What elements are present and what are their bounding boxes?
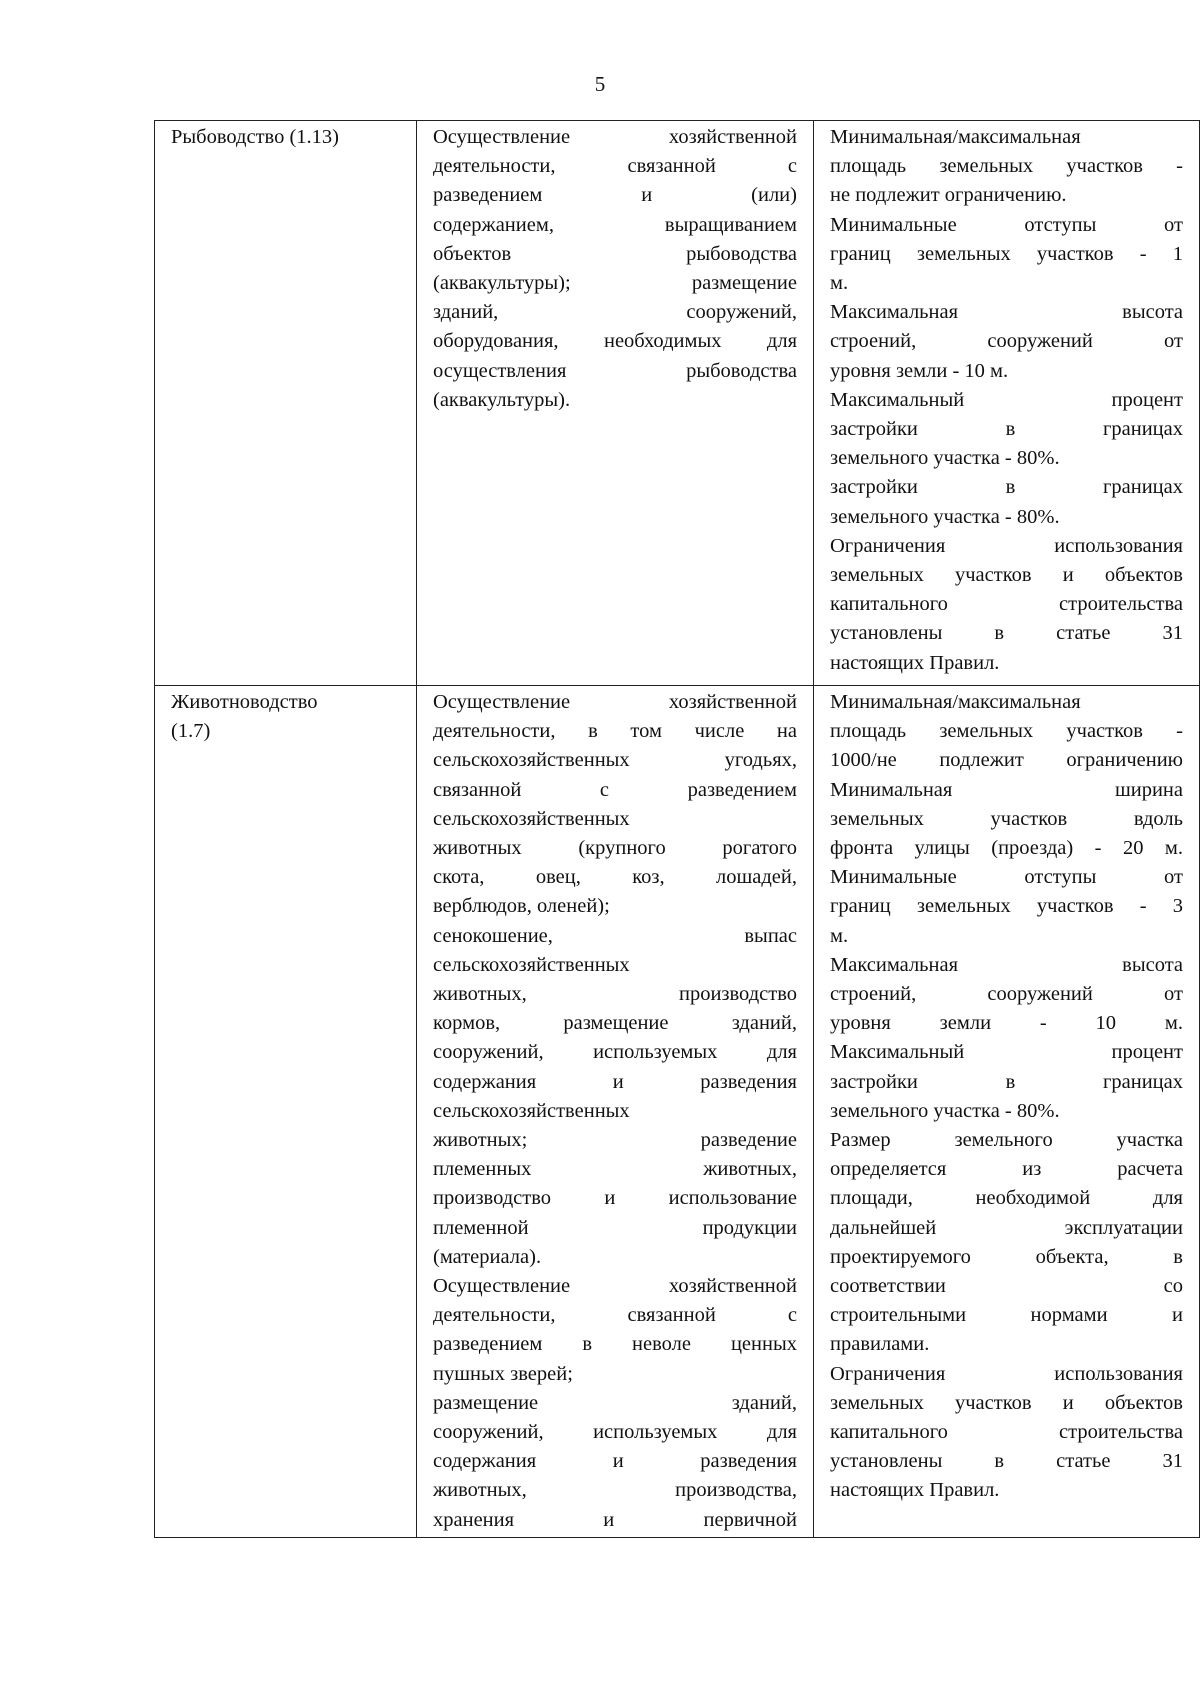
text-line: строений, сооружений от bbox=[830, 330, 1183, 353]
text-line: настоящих Правил. bbox=[830, 1479, 1000, 1502]
text-line: разведением в неволе ценных bbox=[433, 1333, 797, 1356]
text-line: застройки в границах bbox=[830, 476, 1183, 499]
text-line: племенных животных, bbox=[433, 1158, 797, 1181]
text-line: размещение зданий, bbox=[433, 1391, 797, 1414]
text-line: соответствии со bbox=[830, 1275, 1183, 1298]
land-use-parameters-cell bbox=[814, 686, 1200, 1538]
text-line: Минимальная/максимальная bbox=[830, 691, 1081, 713]
text-line: кормов, размещение зданий, bbox=[433, 1012, 797, 1035]
text-line: деятельности, связанной с bbox=[433, 1304, 797, 1327]
text-line: застройки в границах bbox=[830, 1070, 1183, 1093]
text-line: (аквакультуры); размещение bbox=[433, 272, 797, 295]
text-line: сельскохозяйственных bbox=[433, 953, 630, 976]
land-use-name-cell bbox=[155, 121, 417, 686]
text-line: капитального строительства bbox=[830, 1421, 1183, 1444]
text-line: Ограничения использования bbox=[830, 1362, 1183, 1385]
text-line: настоящих Правил. bbox=[830, 651, 1000, 674]
text-line: дальнейшей эксплуатации bbox=[830, 1216, 1183, 1239]
text-line: Животноводство bbox=[171, 691, 318, 713]
text-line: сельскохозяйственных bbox=[433, 807, 630, 830]
text-line: определяется из расчета bbox=[830, 1158, 1183, 1181]
text-line: уровня земли - 10 м. bbox=[830, 1012, 1183, 1035]
land-use-description-cell bbox=[417, 686, 814, 1538]
text-line: оборудования, необходимых для bbox=[433, 330, 797, 353]
text-line: хранения и первичной bbox=[433, 1508, 797, 1531]
text-line: Минимальная ширина bbox=[830, 778, 1183, 801]
text-line: 1000/не подлежит ограничению bbox=[830, 749, 1183, 772]
text-line: производство и использование bbox=[433, 1187, 797, 1210]
text-line: Ограничения использования bbox=[830, 534, 1183, 557]
text-line: земельного участка - 80%. bbox=[830, 1099, 1060, 1122]
text-line: (аквакультуры). bbox=[433, 388, 571, 411]
text-line: установлены в статье 31 bbox=[830, 1450, 1183, 1473]
text-line: животных (крупного рогатого bbox=[433, 837, 797, 860]
text-line: (1.7) bbox=[171, 720, 211, 743]
text-line: Размер земельного участка bbox=[830, 1129, 1183, 1152]
text-line: площадь земельных участков - bbox=[830, 155, 1183, 178]
text-line: земельного участка - 80%. bbox=[830, 447, 1060, 470]
text-line: установлены в статье 31 bbox=[830, 622, 1183, 645]
table-row bbox=[155, 686, 1200, 1538]
text-line: осуществления рыбоводства bbox=[433, 359, 797, 382]
text-line: сооружений, используемых для bbox=[433, 1421, 797, 1444]
text-line: разведением и (или) bbox=[433, 184, 797, 207]
text-line: строений, сооружений от bbox=[830, 983, 1183, 1006]
text-line: сенокошение, выпас bbox=[433, 924, 797, 947]
text-line: деятельности, связанной с bbox=[433, 155, 797, 178]
text-line: Минимальные отступы от bbox=[830, 866, 1183, 889]
land-use-parameters-cell bbox=[814, 121, 1200, 686]
text-line: пушных зверей; bbox=[433, 1362, 573, 1385]
text-line: правилами. bbox=[830, 1333, 930, 1356]
text-line: содержанием, выращиванием bbox=[433, 213, 797, 236]
text-line: м. bbox=[830, 272, 849, 295]
text-line: скота, овец, коз, лошадей, bbox=[433, 866, 797, 889]
text-line: племенной продукции bbox=[433, 1216, 797, 1239]
text-line: Минимальные отступы от bbox=[830, 213, 1183, 236]
text-line: зданий, сооружений, bbox=[433, 301, 797, 324]
text-line: не подлежит ограничению. bbox=[830, 184, 1067, 207]
text-line: проектируемого объекта, в bbox=[830, 1245, 1183, 1268]
text-line: животных, производство bbox=[433, 983, 797, 1006]
text-line: верблюдов, оленей); bbox=[433, 895, 610, 918]
zoning-table bbox=[154, 120, 1200, 1538]
text-line: строительными нормами и bbox=[830, 1304, 1183, 1327]
text-line: земельных участков вдоль bbox=[830, 807, 1183, 830]
text-line: земельных участков и объектов bbox=[830, 1391, 1183, 1414]
text-line: животных, производства, bbox=[433, 1479, 797, 1502]
text-line: сельскохозяйственных bbox=[433, 1099, 630, 1122]
text-line: уровня земли - 10 м. bbox=[830, 359, 1009, 382]
text-line: Максимальный процент bbox=[830, 1041, 1183, 1064]
text-line: Максимальная высота bbox=[830, 301, 1183, 324]
text-line: содержания и разведения bbox=[433, 1070, 797, 1093]
text-line: границ земельных участков - 3 bbox=[830, 895, 1183, 918]
text-line: Минимальная/максимальная bbox=[830, 126, 1081, 148]
text-line: фронта улицы (проезда) - 20 м. bbox=[830, 837, 1183, 860]
text-line: сельскохозяйственных угодьях, bbox=[433, 749, 797, 772]
text-line: связанной с разведением bbox=[433, 778, 797, 801]
land-use-description-cell bbox=[417, 121, 814, 686]
text-line: животных; разведение bbox=[433, 1129, 797, 1152]
text-line: Рыбоводство (1.13) bbox=[171, 126, 339, 148]
text-line: Осуществление хозяйственной bbox=[433, 126, 797, 148]
text-line: м. bbox=[830, 924, 849, 947]
text-line: объектов рыбоводства bbox=[433, 242, 797, 265]
land-use-name-cell bbox=[155, 686, 417, 1538]
text-line: (материала). bbox=[433, 1245, 542, 1268]
table-row bbox=[155, 121, 1200, 686]
text-line: деятельности, в том числе на bbox=[433, 720, 797, 743]
text-line: Максимальная высота bbox=[830, 953, 1183, 976]
text-line: Максимальный процент bbox=[830, 388, 1183, 411]
page-number: 5 bbox=[594, 72, 606, 96]
text-line: капитального строительства bbox=[830, 593, 1183, 616]
text-line: застройки в границах bbox=[830, 418, 1183, 441]
text-line: границ земельных участков - 1 bbox=[830, 242, 1183, 265]
text-line: содержания и разведения bbox=[433, 1450, 797, 1473]
text-line: Осуществление хозяйственной bbox=[433, 1275, 797, 1298]
text-line: земельного участка - 80%. bbox=[830, 505, 1060, 528]
text-line: площади, необходимой для bbox=[830, 1187, 1183, 1210]
text-line: Осуществление хозяйственной bbox=[433, 691, 797, 713]
text-line: площадь земельных участков - bbox=[830, 720, 1183, 743]
text-line: земельных участков и объектов bbox=[830, 564, 1183, 587]
text-line: сооружений, используемых для bbox=[433, 1041, 797, 1064]
